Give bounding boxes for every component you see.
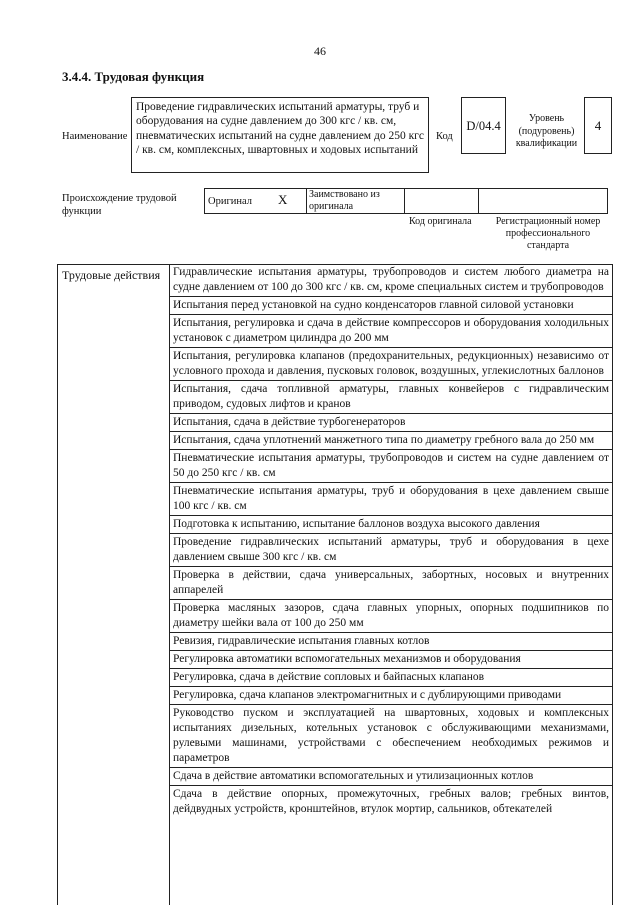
action-item: Ревизия, гидравлические испытания главных котлов <box>170 632 612 650</box>
function-name-value: Проведение гидравлических испытаний арматуры, труб и оборудования на судне давлением до 300 кгс / кв. см, пневматических испытаний на судне давлением до 250 кгс / кв. см, комплексных, швартовных и ходовых испытаний <box>136 101 424 157</box>
action-item: Проведение гидравлических испытаний арматуры, труб и оборудования в цехе давлением свыше 300 кгс / кв. см <box>170 533 612 566</box>
name-label: Наименование <box>62 131 128 142</box>
origin-divider <box>306 188 307 214</box>
section-title: 3.4.4. Трудовая функция <box>62 69 205 84</box>
reg-number-label: Регистрационный номер профессионального стандарта <box>495 216 601 251</box>
action-item: Регулировка, сдача клапанов электромагнитных и с дублирующими приводами <box>170 686 612 704</box>
actions-list <box>170 264 612 818</box>
action-item: Гидравлические испытания арматуры, трубопроводов и систем любого диаметра на судне давлением от 100 до 300 кгс / кв. см, кроме специальных систем и трубопроводов <box>173 266 609 293</box>
action-item: Сдача в действие автоматики вспомогательных и утилизационных котлов <box>170 767 612 785</box>
borrowed-label: Заимствовано из оригинала <box>309 189 380 212</box>
level-value: 4 <box>594 118 602 133</box>
action-item: Испытания, регулировка и сдача в действие компрессоров и оборудования холодильных установок с диаметром цилиндра до 200 мм <box>170 314 612 347</box>
code-original-label: Код оригинала <box>409 216 472 227</box>
action-item: Сдача в действие опорных, промежуточных, гребных валов; гребных винтов, дейдвудных устройств, кронштейнов, втулок мортир, сальников, обтекателей <box>170 785 612 818</box>
action-item: Испытания, сдача уплотнений манжетного типа по диаметру гребного вала до 250 мм <box>170 431 612 449</box>
page-number: 46 <box>314 44 326 58</box>
action-item: Регулировка автоматики вспомогательных механизмов и оборудования <box>170 650 612 668</box>
level-label: Уровень (подуровень) квалификации <box>515 113 578 149</box>
action-item: Испытания, регулировка клапанов (предохранительных, редукционных) независимо от условного прохода и давления, пусковых головок, воздушных, углекислотных баллонов <box>170 347 612 380</box>
action-item: Пневматические испытания арматуры, трубопроводов и систем на судне давлением от 50 до 250 кгс / кв. см <box>170 449 612 482</box>
origin-divider <box>478 188 479 214</box>
level-box <box>584 97 612 154</box>
action-item: Проверка масляных зазоров, сдача главных упорных, опорных подшипников по диаметру шейки вала от 100 до 250 мм <box>170 599 612 632</box>
original-mark: X <box>278 192 288 207</box>
original-label: Оригинал <box>208 196 252 207</box>
code-label: Код <box>436 131 453 142</box>
action-item: Испытания, сдача топливной арматуры, главных конвейеров с гидравлическим приводом, судовых лифтов и кранов <box>170 380 612 413</box>
action-item: Пневматические испытания арматуры, труб и оборудования в цехе давлением свыше 100 кгс / кв. см <box>170 482 612 515</box>
function-name-box <box>131 97 429 173</box>
action-item: Проверка в действии, сдача универсальных, забортных, носовых и внутренних аппарелей <box>170 566 612 599</box>
actions-label: Трудовые действия <box>62 268 161 282</box>
code-value: D/04.4 <box>466 119 501 133</box>
action-item: Подготовка к испытанию, испытание баллонов воздуха высокого давления <box>170 515 612 533</box>
action-item: Испытания перед установкой на судно конденсаторов главной силовой установки <box>170 296 612 314</box>
action-item: Регулировка, сдача в действие сопловых и байпасных клапанов <box>170 668 612 686</box>
origin-divider <box>404 188 405 214</box>
origin-label: Происхождение трудовой функции <box>62 193 177 217</box>
action-item: Испытания, сдача в действие турбогенераторов <box>170 413 612 431</box>
action-item: Руководство пуском и эксплуатацией на швартовных, ходовых и комплексных испытаниях дизельных, котельных установок с обслуживающими механизмами, рулевыми машинами, устройствами с обеспечением необходимых режимов и параметров <box>170 704 612 767</box>
code-box <box>461 97 506 154</box>
origin-table <box>204 188 608 214</box>
